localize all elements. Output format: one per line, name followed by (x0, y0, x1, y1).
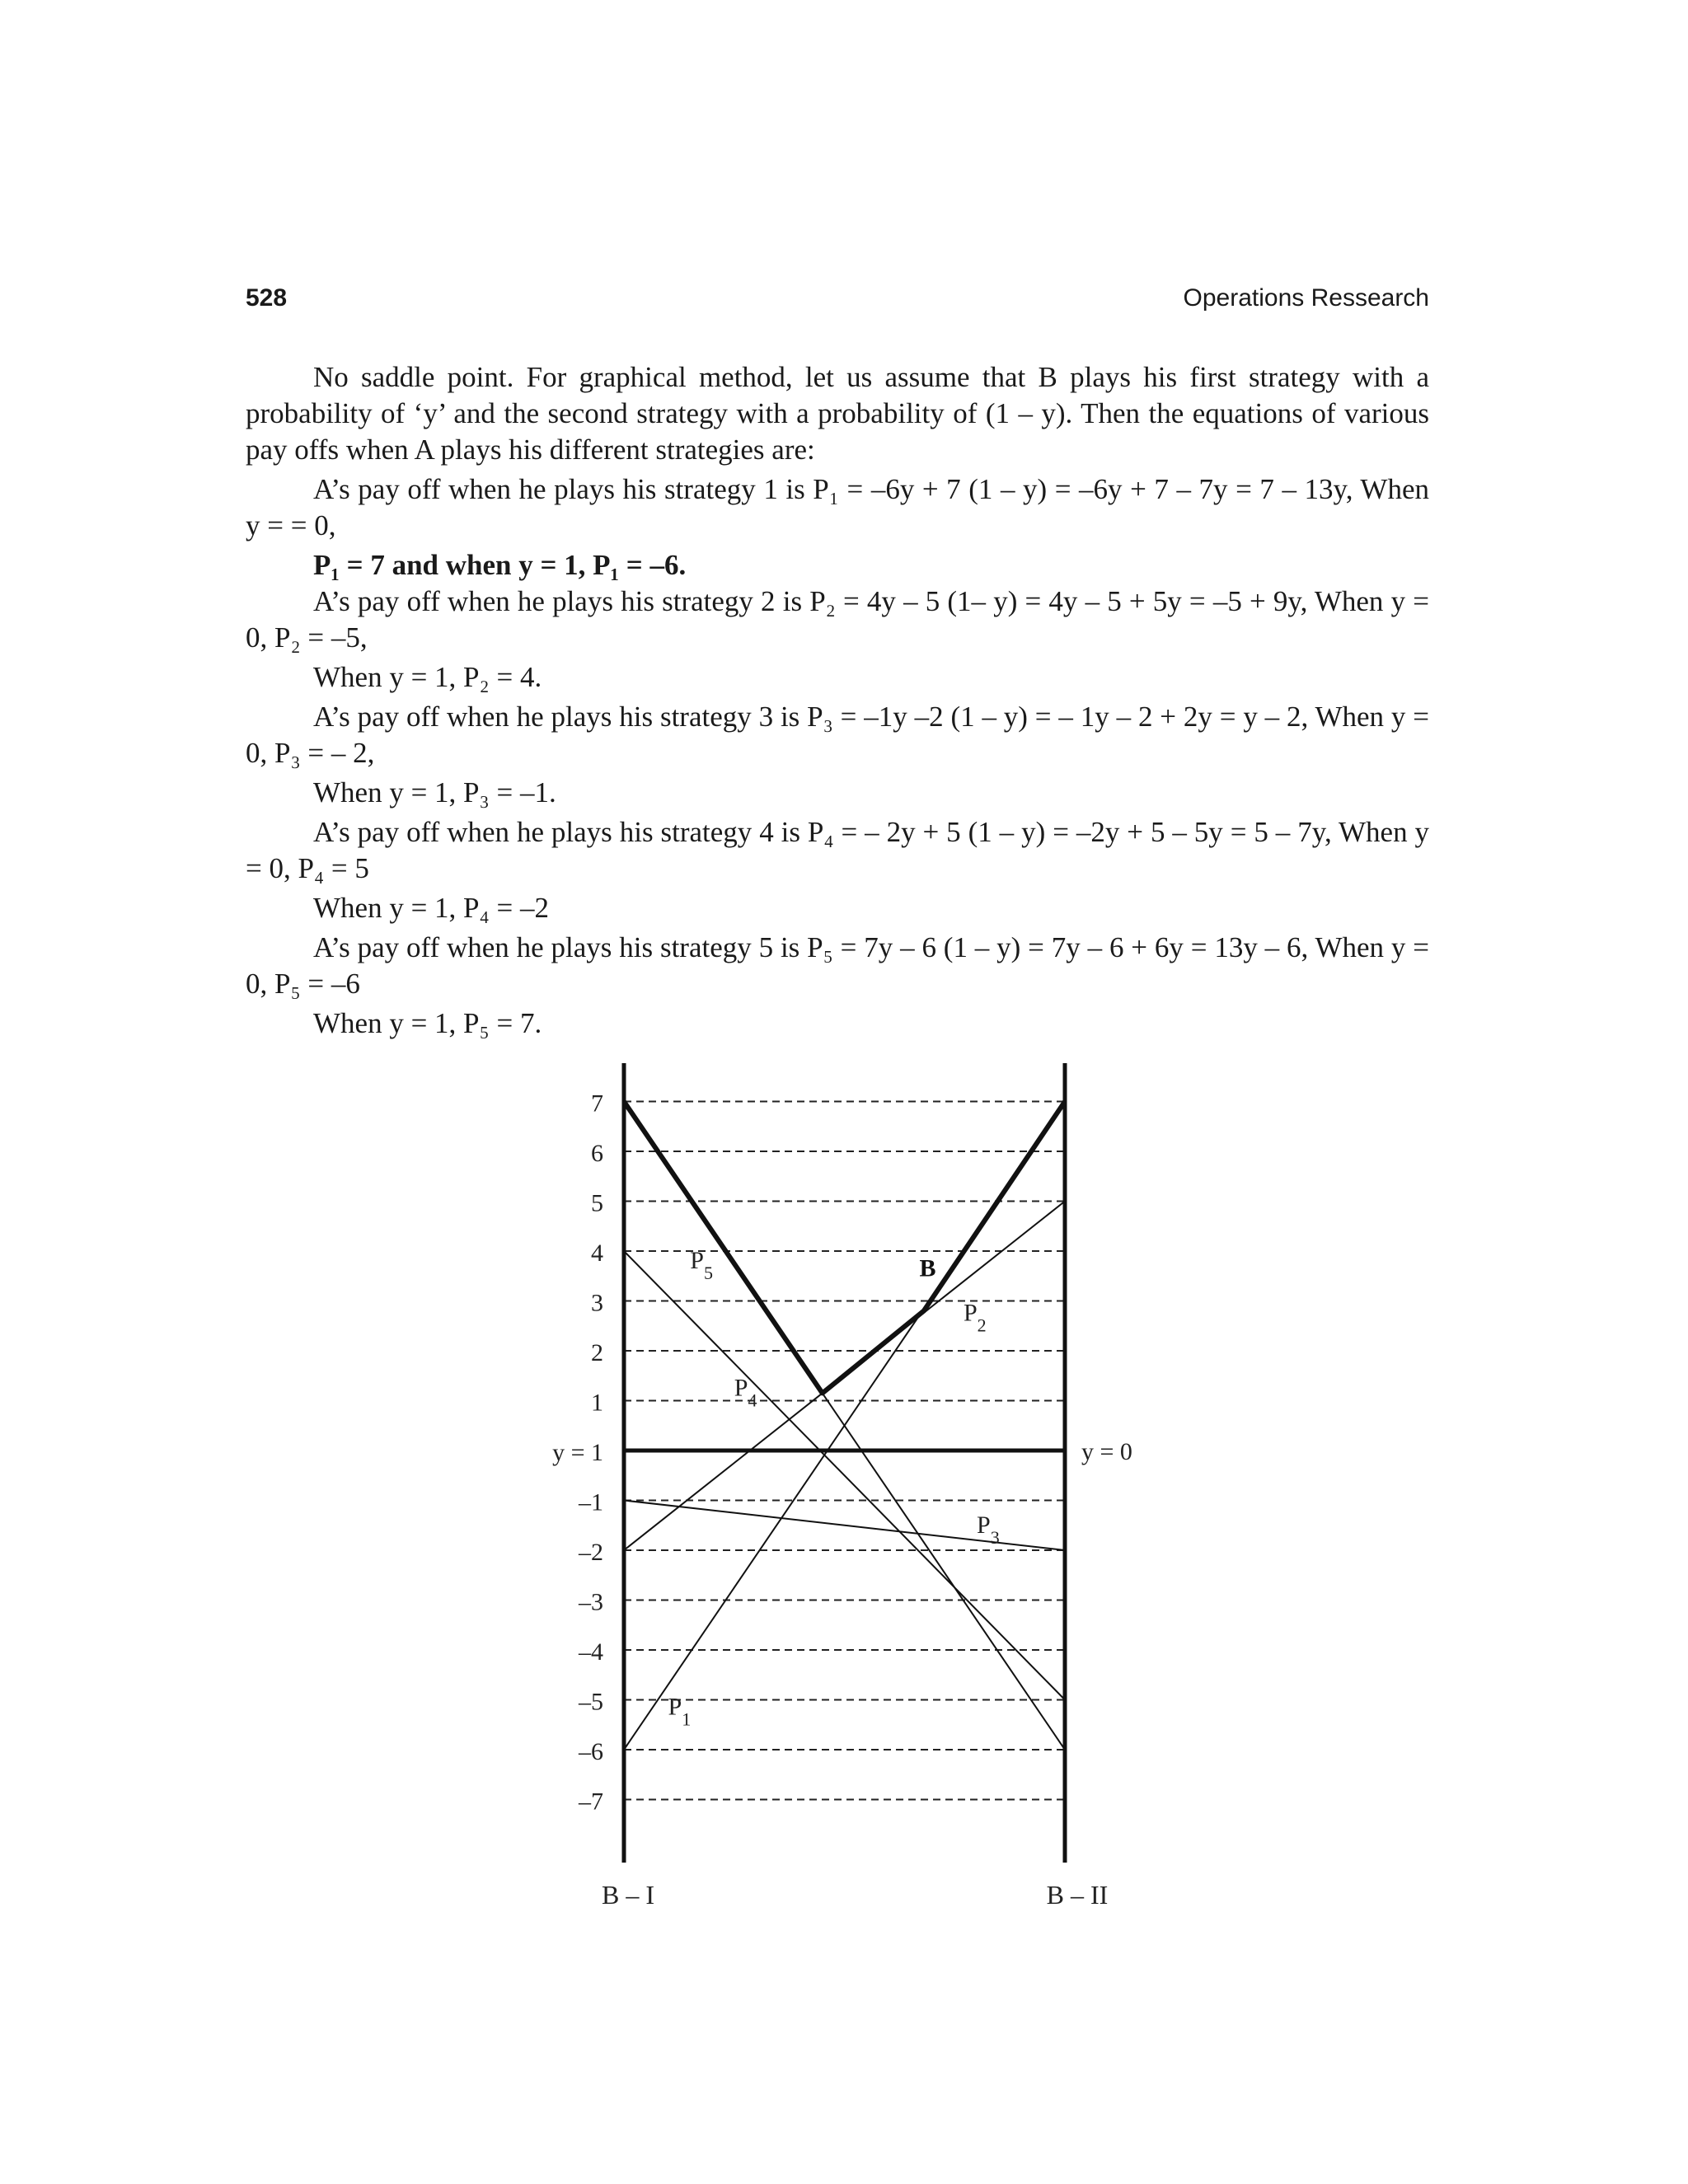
y-tick-label: 3 (591, 1289, 603, 1317)
paragraph-strategy-3: A’s pay off when he plays his strategy 3 is P₃ = –1y –2 (1 – y) = – 1y – 2 + 2y = y – 2, When y = 0, P₃ = – 2, (246, 701, 1429, 769)
paragraph-strategy-2: A’s pay off when he plays his strategy 2 is P₂ = 4y – 5 (1– y) = 4y – 5 + 5y = –5 + 9y, When y = 0, P₂ = –5, (246, 585, 1429, 654)
y-tick-label: –5 (579, 1688, 603, 1716)
series-label-p3: $P_3$ (977, 1511, 1000, 1548)
paragraph-strategy-1: A’s pay off when he plays his strategy 1 is P₁ = –6y + 7 (1 – y) = –6y + 7 – 7y = 7 – 13y, When y = = 0, (246, 473, 1429, 541)
page-number: 528 (246, 284, 288, 312)
series-line-p2 (624, 1251, 1065, 1700)
paragraph-strategy-5: A’s pay off when he plays his strategy 5 is P₅ = 7y – 6 (1 – y) = 7y – 6 + 6y = 13y – 6, When y = 0, P₅ = –6 (246, 931, 1429, 1000)
paragraph-strategy-4: A’s pay off when he plays his strategy 4 is P₄ = – 2y + 5 (1 – y) = –2y + 5 – 5y = 5 – 7y, When y = 0, P₄ = 5 (246, 816, 1429, 884)
paragraph-strategy-1-values: P₁ = 7 and when y = 1, P₁ = –6. (313, 549, 687, 581)
series-label-p2: $P_2$ (963, 1299, 987, 1336)
y-tick-label: 5 (591, 1189, 603, 1217)
series-label-p5: $P_5$ (690, 1247, 713, 1283)
paragraph-strategy-2-values: When y = 1, P₂ = 4. (313, 661, 542, 693)
y-tick-label: –1 (579, 1488, 603, 1516)
series-label-p1: $P_1$ (668, 1693, 692, 1730)
y-tick-label: 1 (591, 1389, 603, 1417)
y-zero-right-label: y = 0 (1081, 1438, 1132, 1465)
series-label-p4: $P_4$ (734, 1374, 757, 1410)
paragraph-strategy-3-values: When y = 1, P₃ = –1. (313, 776, 556, 808)
y-tick-label: 4 (591, 1240, 603, 1267)
y-tick-label: y = 1 (552, 1439, 603, 1466)
y-tick-label: 6 (591, 1140, 603, 1167)
x-label-b2: B – II (1046, 1880, 1109, 1910)
y-tick-label: –3 (579, 1588, 603, 1616)
running-header-title: Operations Ressearch (1183, 284, 1429, 312)
y-tick-label: 7 (591, 1090, 603, 1118)
y-tick-label: –6 (579, 1738, 603, 1765)
paragraph-strategy-5-values: When y = 1, P₅ = 7. (313, 1007, 542, 1039)
y-tick-label: –2 (579, 1539, 603, 1566)
payoff-lines (624, 1102, 1065, 1750)
y-tick-label: 2 (591, 1339, 603, 1366)
axes (624, 1063, 1065, 1863)
y-tick-label: –4 (579, 1638, 603, 1666)
point-b-label: B (919, 1254, 936, 1282)
paragraph-strategy-4-values: When y = 1, P₄ = –2 (313, 892, 549, 924)
y-tick-label: –7 (579, 1788, 603, 1816)
x-label-b1: B – I (602, 1880, 654, 1910)
paragraph-intro: No saddle point. For graphical method, let us assume that B plays his first strategy with a probability of ‘y’ and the second strategy with a probability of (1 – y). Then the equations of various pay offs when A plays his different strategies are: (246, 361, 1429, 466)
